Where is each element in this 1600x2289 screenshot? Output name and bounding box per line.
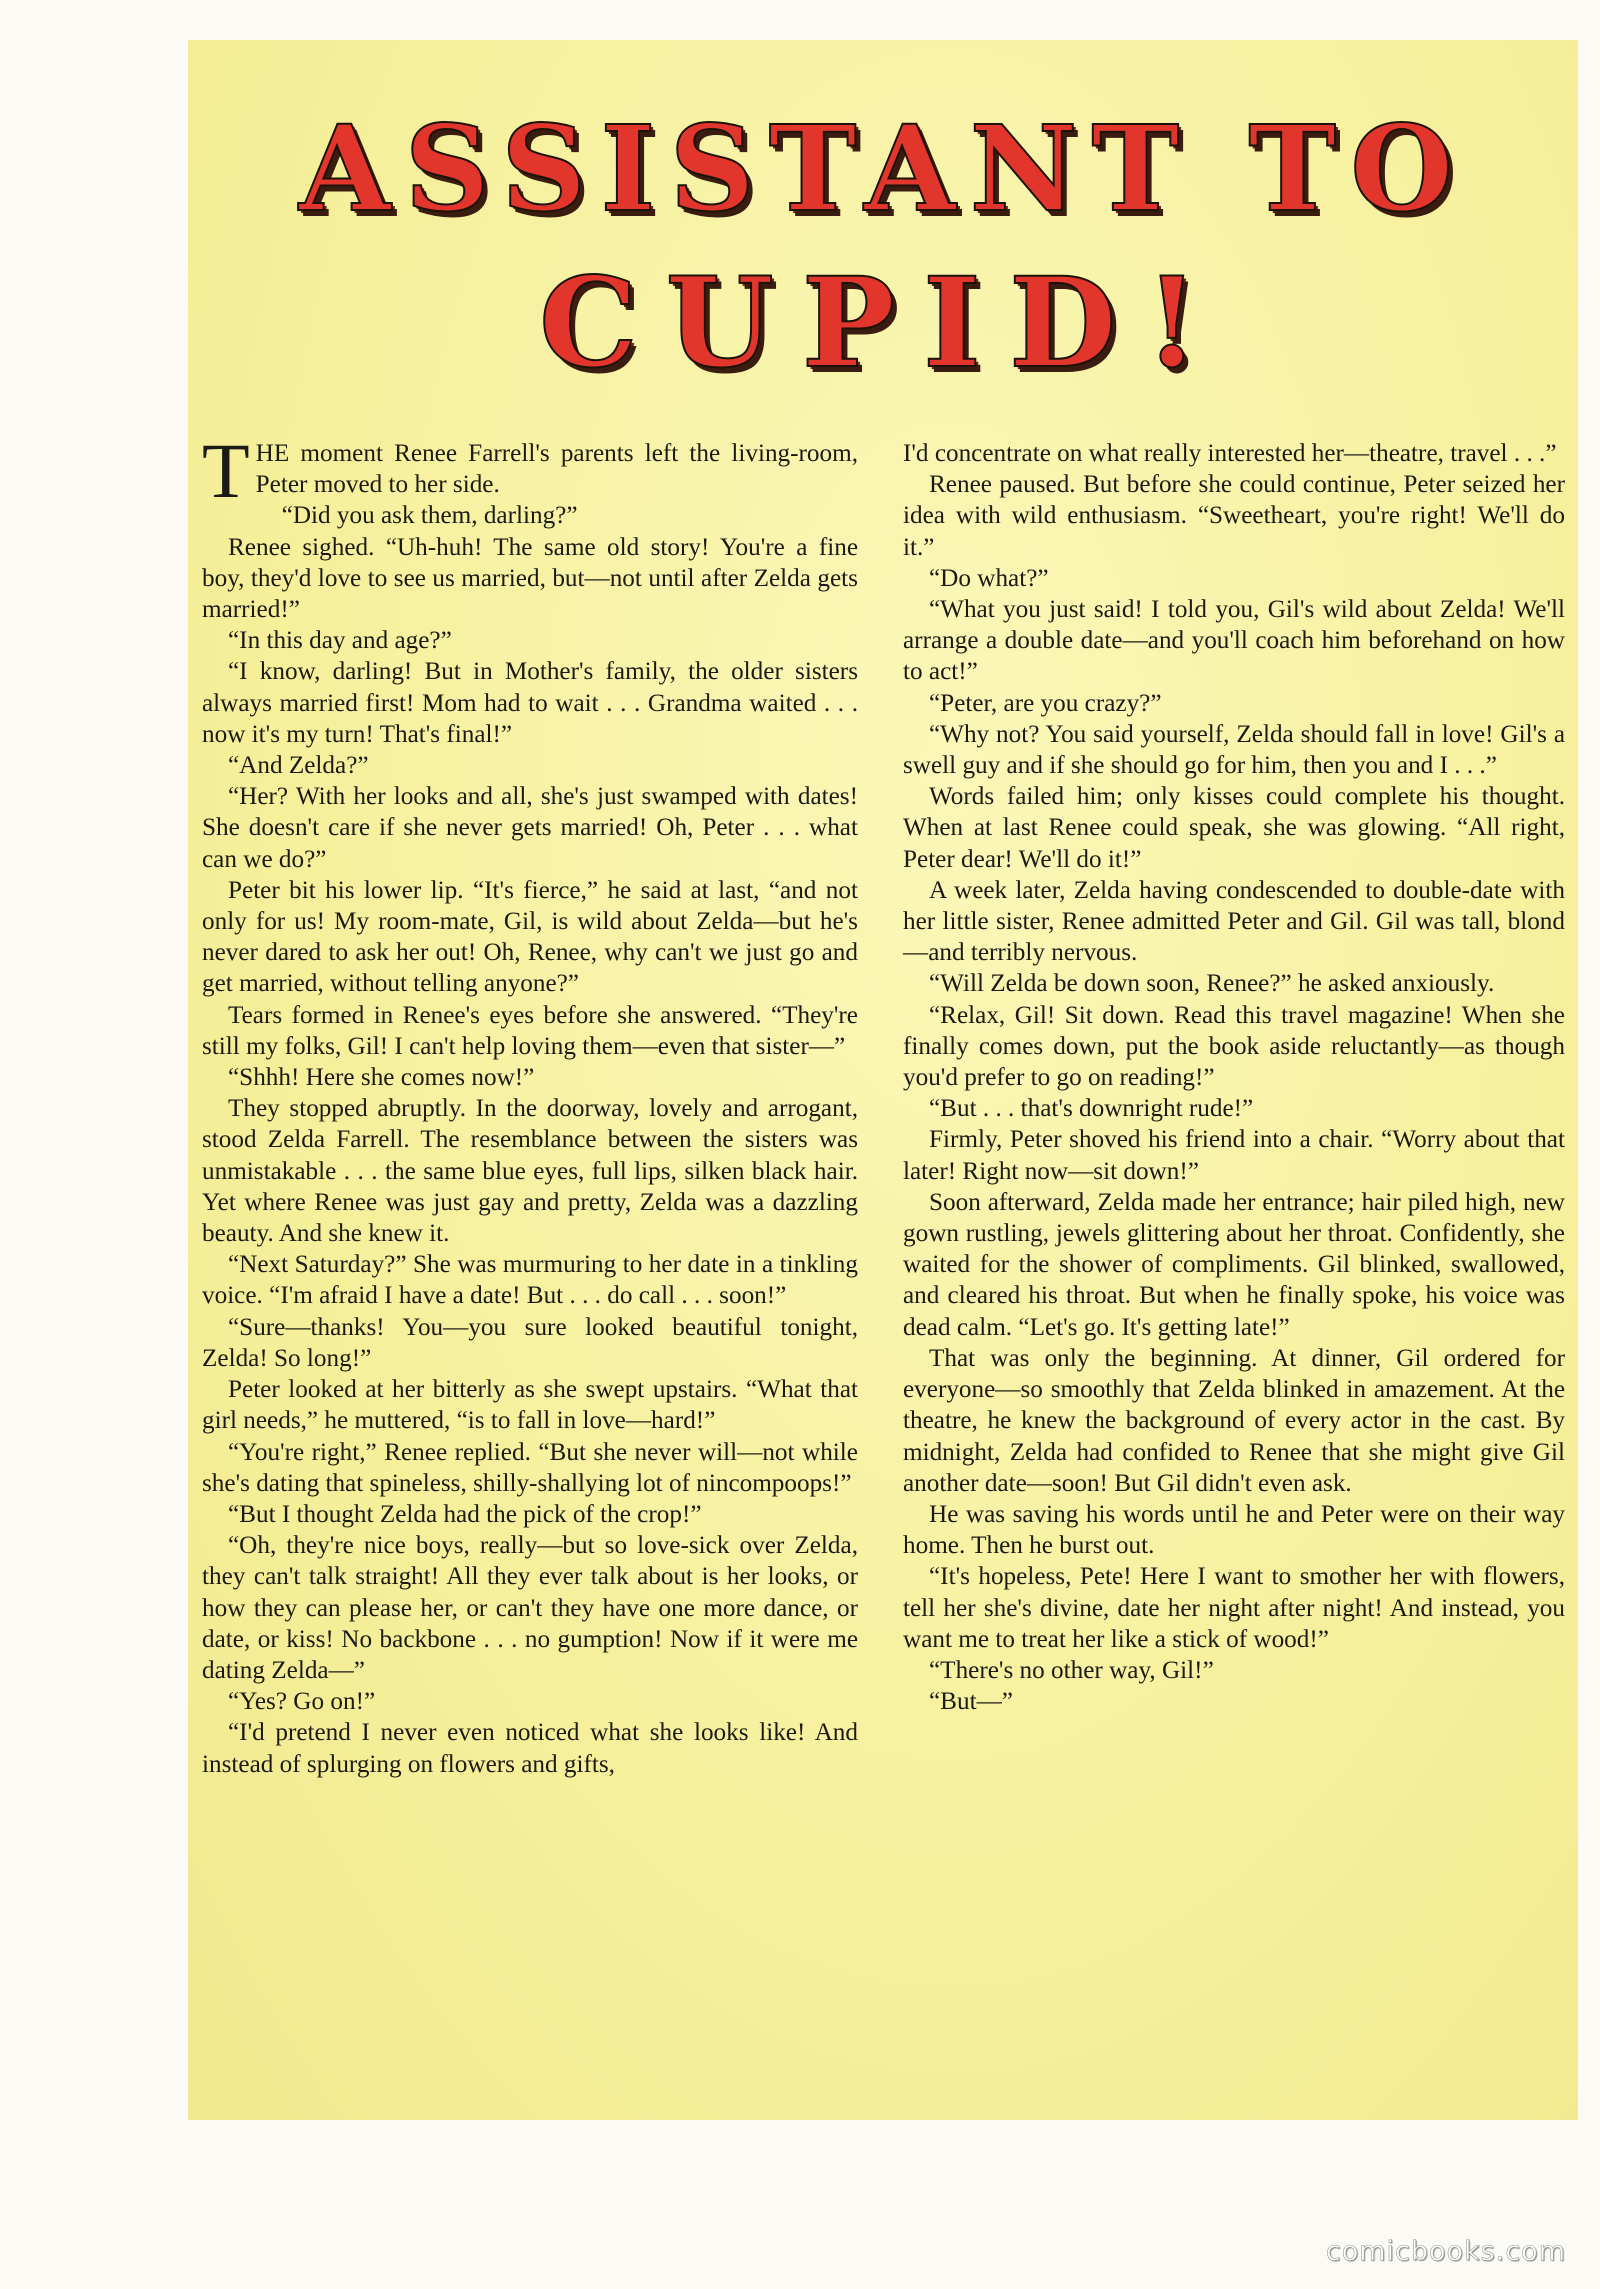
story-title-line-2: CUPID!	[538, 251, 1228, 396]
story-paragraph: Renee sighed. “Uh-huh! The same old story! You're a fine boy, they'd love to see us married, but—not until after Zelda gets married!”	[202, 533, 858, 624]
story-paragraph: “Will Zelda be down soon, Renee?” he asked anxiously.	[929, 970, 1495, 998]
story-paragraph: “Shhh! Here she comes now!”	[228, 1064, 535, 1092]
story-opening-text: HE moment Renee Farrell's parents left the living-room, Peter moved to her side.	[255, 440, 858, 499]
story-paragraph: “But—”	[929, 1688, 1013, 1716]
story-paragraph: “Yes? Go on!”	[228, 1688, 376, 1716]
story-paragraph: “Why not? You said yourself, Zelda should fall in love! Gil's a swell guy and if she should go for him, then you and I . . .”	[903, 720, 1565, 780]
story-paragraph: “You're right,” Renee replied. “But she never will—not while she's dating that spineless, shilly-shallying lot of nincompoops!”	[202, 1438, 858, 1497]
drop-cap: T	[202, 427, 250, 514]
story-title-line-1: ASSISTANT TO	[298, 99, 1468, 238]
story-column-right	[903, 438, 1565, 1717]
story-paragraph: Peter bit his lower lip. “It's fierce,” he said at last, “and not only for us! My room-mate, Gil, is wild about Zelda—but he's never dared to ask her out! Oh, Renee, why can't we just go and get married, without telling anyone?”	[202, 876, 858, 998]
story-paragraph: “Next Saturday?” She was murmuring to her date in a tinkling voice. “I'm afraid I have a date! But . . . do call . . . soon!”	[202, 1251, 858, 1310]
story-paragraph: “Did you ask them, darling?”	[281, 502, 578, 530]
story-paragraph: He was saving his words until he and Peter were on their way home. Then he burst out.	[903, 1500, 1565, 1560]
site-watermark: comicbooks.com	[1325, 2236, 1566, 2267]
story-paragraph: Firmly, Peter shoved his friend into a chair. “Worry about that later! Right now—sit down!”	[903, 1126, 1565, 1185]
story-paragraph: “Relax, Gil! Sit down. Read this travel magazine! When she finally comes down, put the book aside reluctantly—as though you'd prefer to go on reading!”	[903, 1001, 1565, 1092]
story-paragraph: They stopped abruptly. In the doorway, lovely and arrogant, stood Zelda Farrell. The resemblance between the sisters was unmistakable . . . the same blue eyes, full lips, silken black hair. Yet where Renee was just gay and pretty, Zelda was a dazzling beauty. And she knew it.	[202, 1095, 858, 1248]
story-paragraph: That was only the beginning. At dinner, Gil ordered for everyone—so smoothly that Zelda blinked in amazement. At the theatre, he knew the background of every actor in the cast. By midnight, Zelda had confided to Renee that she might give Gil another date—soon! But Gil didn't even ask.	[903, 1344, 1565, 1497]
story-paragraph: “Peter, are you crazy?”	[929, 689, 1162, 717]
story-paragraph: I'd concentrate on what really interested her—theatre, travel . . .”	[903, 440, 1557, 467]
story-paragraph: “In this day and age?”	[228, 627, 452, 655]
story-paragraph: “There's no other way, Gil!”	[929, 1656, 1214, 1684]
story-paragraph: “But . . . that's downright rude!”	[929, 1095, 1254, 1123]
story-paragraph: “It's hopeless, Pete! Here I want to smother her with flowers, tell her she's divine, date her night after night! And instead, you want me to treat her like a stick of wood!”	[903, 1563, 1565, 1653]
story-paragraph: Soon afterward, Zelda made her entrance; hair piled high, new gown rustling, jewels glittering about her throat. Confidently, she waited for the shower of compliments. Gil blinked, swallowed, and cleared his throat. But when he finally spoke, his voice was dead calm. “Let's go. It's getting late!”	[903, 1188, 1565, 1341]
story-sheet	[188, 40, 1578, 2120]
story-paragraph: “But I thought Zelda had the pick of the crop!”	[228, 1500, 702, 1528]
story-paragraph: “I know, darling! But in Mother's family, the older sisters always married first! Mom had to wait . . . Grandma waited . . . now it's my turn! That's final!”	[202, 658, 858, 748]
story-paragraph: “Her? With her looks and all, she's just swamped with dates! She doesn't care if she never gets married! Oh, Peter . . . what can we do?”	[202, 783, 858, 873]
story-paragraph: “And Zelda?”	[228, 752, 369, 780]
story-paragraph: “Sure—thanks! You—you sure looked beautiful tonight, Zelda! So long!”	[202, 1313, 858, 1372]
story-paragraph: A week later, Zelda having condescended to double-date with her little sister, Renee admitted Peter and Gil. Gil was tall, blond—and terribly nervous.	[903, 876, 1565, 967]
story-paragraph	[202, 427, 858, 514]
story-paragraph: Words failed him; only kisses could complete his thought. When at last Renee could speak, she was glowing. “All right, Peter dear! We'll do it!”	[903, 783, 1565, 873]
story-paragraph: “Oh, they're nice boys, really—but so love-sick over Zelda, they can't talk straight! All they ever talk about is her looks, or how they can please her, or can't they have one more dance, or date, or kiss! No backbone . . . no gumption! Now if it were me dating Zelda—”	[202, 1532, 858, 1684]
story-paragraph: “What you just said! I told you, Gil's wild about Zelda! We'll arrange a double date—and you'll coach him beforehand on how to act!”	[903, 596, 1565, 686]
story-column-left	[202, 427, 858, 1780]
story-paragraph: Renee paused. But before she could continue, Peter seized her idea with wild enthusiasm. “Sweetheart, you're right! We'll do it.”	[903, 471, 1565, 561]
story-paragraph: “I'd pretend I never even noticed what she looks like! And instead of splurging on flowers and gifts,	[202, 1719, 858, 1778]
story-paragraph: Peter looked at her bitterly as she swept upstairs. “What that girl needs,” he muttered, “is to fall in love—hard!”	[202, 1376, 858, 1435]
story-paragraph: “Do what?”	[929, 564, 1049, 592]
story-paragraph: Tears formed in Renee's eyes before she answered. “They're still my folks, Gil! I can't help loving them—even that sister—”	[202, 1001, 858, 1060]
